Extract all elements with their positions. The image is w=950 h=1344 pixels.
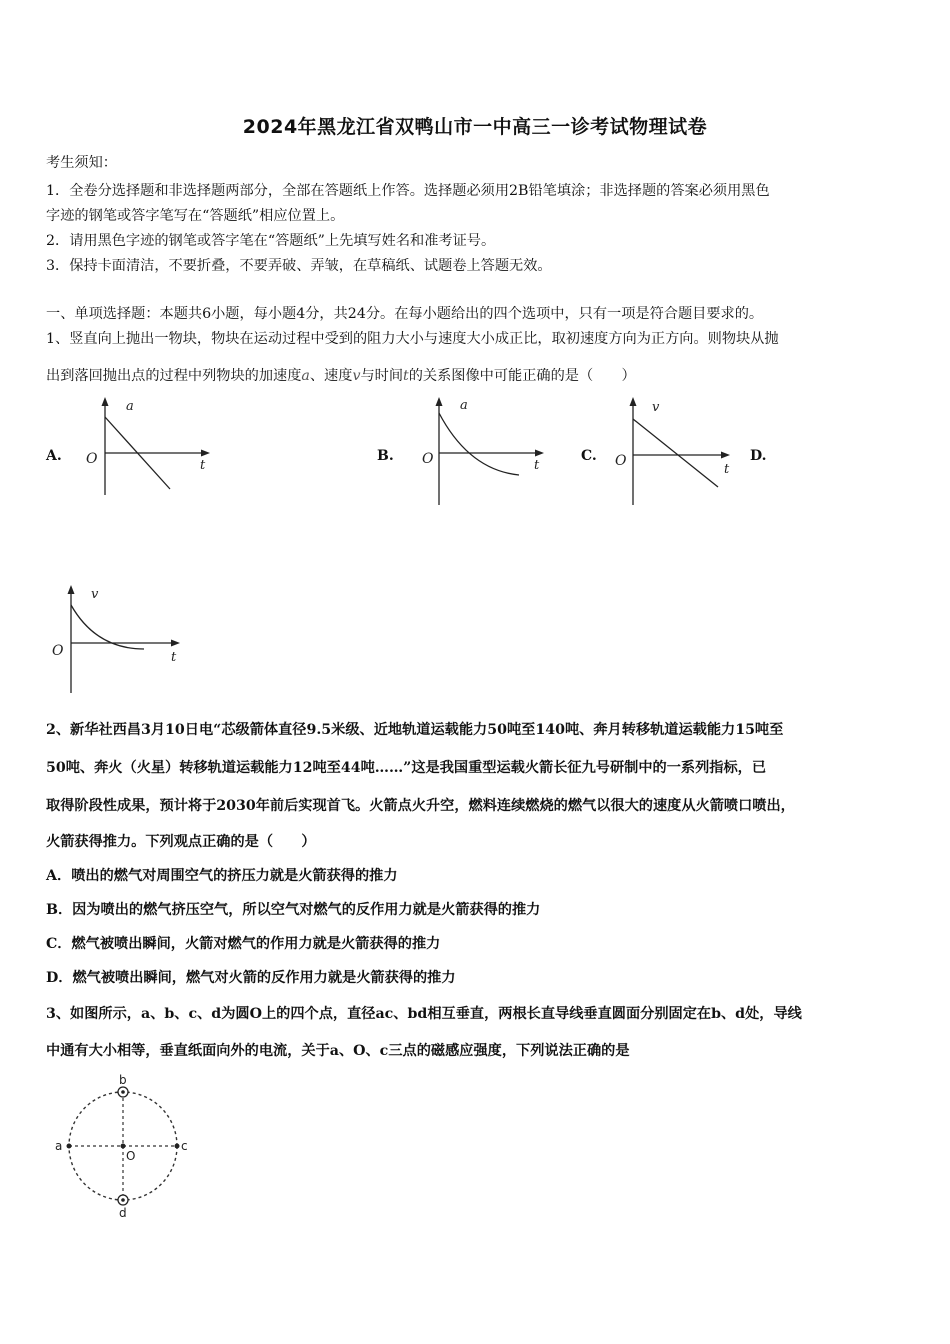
y-label: a bbox=[126, 399, 134, 414]
notice-item: 3．保持卡面清洁，不要折叠，不要弄破、弄皱，在草稿纸、试题卷上答题无效。 bbox=[46, 258, 552, 274]
y-axis-arrow bbox=[630, 397, 637, 406]
x-axis-arrow bbox=[535, 450, 544, 457]
question-2-line: 50吨、奔火（火星）转移轨道运载能力12吨至44吨……”这是我国重型运载火箭长征九号研制中的一系列指标，已 bbox=[46, 760, 767, 776]
question-2-option-c[interactable]: C．燃气被喷出瞬间，火箭对燃气的作用力就是火箭获得的推力 bbox=[46, 936, 441, 952]
origin-label: O bbox=[422, 451, 434, 467]
origin-label: O bbox=[615, 453, 627, 469]
circle-figure bbox=[50, 1072, 195, 1222]
graph-b bbox=[414, 395, 559, 510]
x-axis-arrow bbox=[171, 640, 180, 647]
option-a-label[interactable]: A. bbox=[46, 448, 62, 464]
notice-item: 1．全卷分选择题和非选择题两部分，全部在答题纸上作答。选择题必须用2B铅笔填涂；非选择题的答案必须用黑色 bbox=[46, 183, 770, 199]
page-title: 2024年黑龙江省双鸭山市一中高三一诊考试物理试卷 bbox=[242, 116, 708, 138]
graph-c bbox=[608, 395, 753, 507]
question-3-line: 3、如图所示，a、b、c、d为圆O上的四个点，直径ac、bd相互垂直，两根长直导线垂直圆面分别固定在b、d处，导线 bbox=[46, 1006, 802, 1022]
question-3-line: 中通有大小相等，垂直纸面向外的电流，关于a、O、c三点的磁感应强度，下列说法正确的是 bbox=[46, 1043, 630, 1059]
x-label: t bbox=[171, 650, 177, 665]
symbol-a: a bbox=[301, 368, 310, 384]
x-label: t bbox=[200, 458, 206, 473]
notice-heading: 考生须知： bbox=[46, 155, 117, 171]
point-o bbox=[121, 1144, 126, 1149]
question-2-line: 取得阶段性成果，预计将于2030年前后实现首飞。火箭点火升空，燃料连续燃烧的燃气以很大的速度从火箭喷口喷出， bbox=[46, 798, 795, 814]
x-axis-arrow bbox=[721, 452, 730, 459]
label-a: a bbox=[55, 1139, 63, 1153]
y-label: a bbox=[460, 398, 468, 413]
notice-item: 字迹的钢笔或答字笔写在“答题纸”相应位置上。 bbox=[46, 208, 345, 224]
notice-item: 2．请用黑色字迹的钢笔或答字笔在“答题纸”上先填写姓名和准考证号。 bbox=[46, 233, 496, 249]
option-b-label[interactable]: B. bbox=[377, 448, 394, 464]
origin-label: O bbox=[86, 451, 98, 467]
graph-curve bbox=[633, 419, 718, 487]
y-axis-arrow bbox=[102, 397, 109, 406]
label-o: O bbox=[126, 1149, 136, 1163]
label-c: c bbox=[181, 1139, 188, 1153]
y-axis-arrow bbox=[68, 585, 75, 594]
label-d: d bbox=[119, 1206, 127, 1220]
point-c bbox=[175, 1144, 180, 1149]
graph-d bbox=[46, 583, 196, 695]
question-1-line-2: 出到落回抛出点的过程中列物块的加速度a、速度v与时间t的关系图像中可能正确的是（ ） bbox=[46, 368, 636, 384]
option-c-label[interactable]: C. bbox=[581, 448, 597, 464]
x-label: t bbox=[724, 462, 730, 477]
symbol-v: v bbox=[352, 368, 361, 384]
question-2-option-d[interactable]: D．燃气被喷出瞬间，燃气对火箭的反作用力就是火箭获得的推力 bbox=[46, 970, 456, 986]
symbol-t: t bbox=[403, 368, 409, 384]
point-a bbox=[67, 1144, 72, 1149]
question-2-line: 2、新华社西昌3月10日电“芯级箭体直径9.5米级、近地轨道运载能力50吨至140吨、奔月转移轨道运载能力15吨至 bbox=[46, 722, 784, 738]
y-label: v bbox=[91, 587, 99, 602]
origin-label: O bbox=[52, 643, 64, 659]
graph-a bbox=[80, 395, 225, 495]
label-b: b bbox=[119, 1073, 127, 1087]
question-2-option-a[interactable]: A．喷出的燃气对周围空气的挤压力就是火箭获得的推力 bbox=[46, 868, 398, 884]
section-heading: 一、单项选择题：本题共6小题，每小题4分，共24分。在每小题给出的四个选项中，只有一项是符合题目要求的。 bbox=[46, 306, 764, 322]
x-label: t bbox=[534, 458, 540, 473]
question-2-option-b[interactable]: B．因为喷出的燃气挤压空气，所以空气对燃气的反作用力就是火箭获得的推力 bbox=[46, 902, 541, 918]
option-d-label[interactable]: D. bbox=[750, 448, 767, 464]
y-axis-arrow bbox=[436, 397, 443, 406]
question-1-line-1: 1、竖直向上抛出一物块，物块在运动过程中受到的阻力大小与速度大小成正比，取初速度方向为正方向。则物块从抛 bbox=[46, 331, 779, 347]
graph-curve bbox=[439, 413, 519, 475]
question-2-line: 火箭获得推力。下列观点正确的是（ ） bbox=[46, 834, 316, 850]
x-axis-arrow bbox=[201, 450, 210, 457]
y-label: v bbox=[652, 400, 660, 415]
